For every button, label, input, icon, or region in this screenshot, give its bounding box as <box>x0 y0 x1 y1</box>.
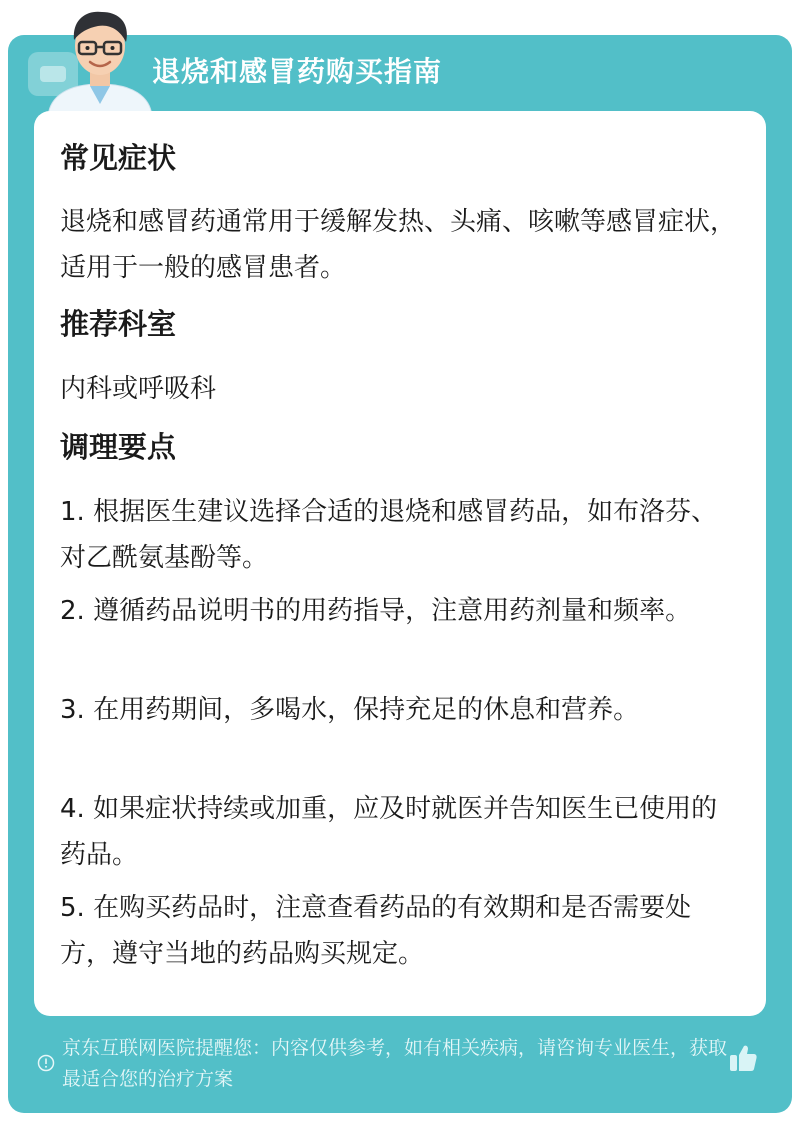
section-heading-symptoms: 常见症状 <box>60 141 177 175</box>
page-title: 退烧和感冒药购买指南 <box>152 55 443 88</box>
thumbs-up-icon[interactable] <box>727 1042 759 1074</box>
symptoms-text: 退烧和感冒药通常用于缓解发热、头痛、咳嗽等感冒症状，适用于一般的感冒患者。 <box>60 207 737 283</box>
department-text: 内科或呼吸科 <box>60 374 217 404</box>
footer-disclaimer: 京东互联网医院提醒您：内容仅供参考，如有相关疾病，请咨询专业医生，获取最适合您的治疗方案 <box>62 1037 728 1090</box>
care-tip-item: 1. 根据医生建议选择合适的退烧和感冒药品，如布洛芬、对乙酰氨基酚等。 <box>60 497 718 573</box>
info-icon <box>37 1054 55 1072</box>
care-tip-item: 4. 如果症状持续或加重，应及时就医并告知医生已使用的药品。 <box>60 794 718 870</box>
doctor-avatar <box>40 4 160 116</box>
care-tip-item: 5. 在购买药品时，注意查看药品的有效期和是否需要处方，遵守当地的药品购买规定。 <box>60 893 692 969</box>
section-heading-care-tips: 调理要点 <box>60 430 177 464</box>
section-heading-department: 推荐科室 <box>60 307 177 341</box>
content-card <box>34 111 766 1016</box>
care-tip-item: 2. 遵循药品说明书的用药指导，注意用药剂量和频率。 <box>60 596 692 626</box>
care-tip-item: 3. 在用药期间，多喝水，保持充足的休息和营养。 <box>60 695 640 725</box>
